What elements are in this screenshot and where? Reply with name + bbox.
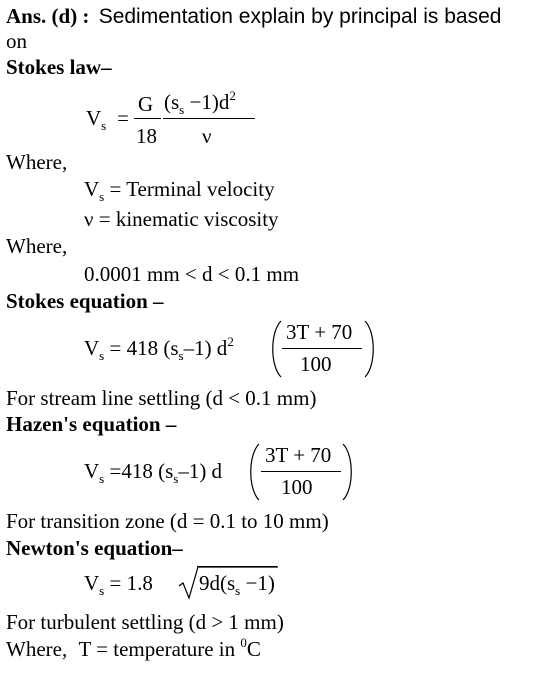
stokes-fraction-numerator: 3T + 70 [286,320,353,344]
stokes-law-numerator-g: G [138,92,154,116]
terminal-velocity-line: $V_s$ = Terminal velocity [84,177,275,204]
where-label-1: Where, [6,150,68,174]
stokes-law-heading: Stokes law– [6,55,112,79]
stokes-right-paren [361,320,379,378]
kinematic-viscosity-line: ν = kinematic viscosity [84,207,279,231]
turbulent-settling-note: For turbulent settling (d > 1 mm) [6,610,284,634]
stream-line-note: For stream line settling (d < 0.1 mm) [6,386,317,410]
hazen-fraction-numerator: 3T + 70 [265,443,332,467]
where-label-2: Where, [6,234,68,258]
stokes-law-denominator-nu: ν [202,124,212,148]
hazen-fraction-denominator: 100 [281,475,313,499]
newton-equation-body: $V_s = 1.8$ [84,571,153,598]
hazen-right-paren [339,443,357,501]
stokes-law-fraction-bar-right [163,118,255,119]
hazen-equation-heading: Hazen's equation – [6,412,177,436]
stokes-law-denominator-18: 18 [136,124,157,148]
stokes-fraction-denominator: 100 [300,352,332,376]
stokes-equation-heading: Stokes equation – [6,289,164,313]
stokes-equation-body: $V_s = 418$ $(s_s-1)$ $d^2$ [84,334,234,363]
temperature-definition: Where, T = temperature in $^0$C [6,635,261,661]
answer-text: Sedimentation explain by principal is based [98,5,502,28]
hazen-equation-body: $V_s =418$ $(s_s-1)$ d [84,459,223,486]
stokes-fraction-bar [282,348,362,349]
stokes-law-equals: = [117,106,129,130]
answer-text-continued: on [6,29,27,53]
transition-zone-note: For transition zone (d = 0.1 to 10 mm) [6,509,329,533]
newton-equation-heading: Newton's equation– [6,536,183,560]
particle-size-range: 0.0001 mm < d < 0.1 mm [84,262,300,286]
answer-label: Ans. (d) : [6,4,90,28]
newton-radicand: $9d(s_s -1)$ [199,571,275,598]
hazen-left-paren [245,443,263,501]
square-root-vinculum [197,566,277,567]
stokes-law-fraction-bar-left [134,118,161,119]
stokes-law-numerator: $(s_s -1)d^2$ [164,88,236,117]
hazen-fraction-bar [261,471,341,472]
stokes-law-lhs: $V_s$ [86,106,107,133]
answer-line [6,6,501,27]
stokes-left-paren [267,320,285,378]
